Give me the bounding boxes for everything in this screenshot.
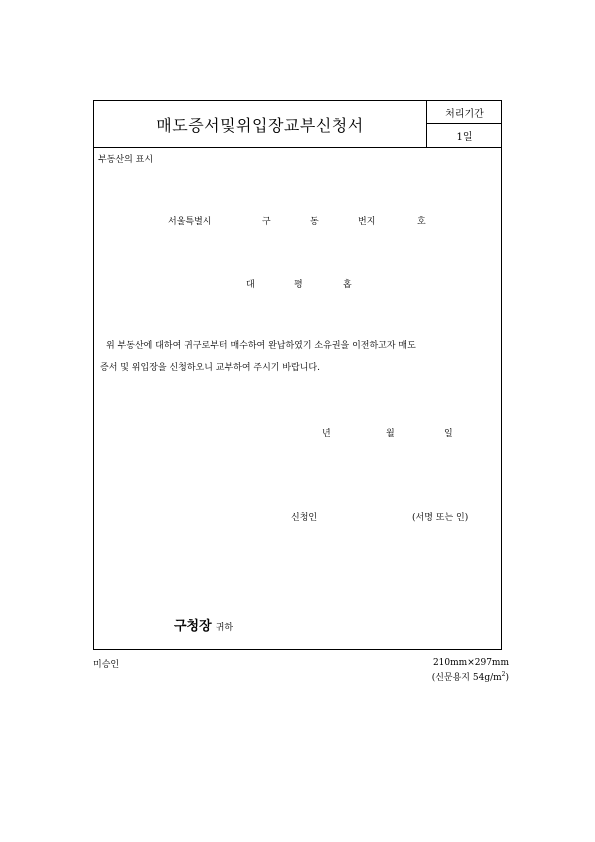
form-header [94, 101, 501, 148]
processing-period-label: 처리기간 [427, 101, 502, 124]
date-year: 년 [322, 429, 331, 439]
area-dae: 대 [246, 280, 255, 290]
address-gu: 구 [262, 217, 271, 227]
address-dong: 동 [310, 217, 319, 227]
addressee-suffix: 귀하 [215, 623, 234, 633]
paper-size: 210mm×297mm [432, 658, 509, 668]
processing-period-box [426, 101, 502, 147]
property-section-label: 부동산의 표시 [98, 155, 154, 165]
request-paragraph [100, 335, 416, 379]
address-ho: 호 [417, 217, 426, 227]
date-month: 월 [386, 429, 395, 439]
signature-note: (서명 또는 인) [412, 513, 469, 523]
paper-weight-sup: 2 [501, 671, 506, 678]
request-line-2: 증서 및 위입장을 신청하오니 교부하여 주시기 바랍니다. [100, 363, 320, 373]
address-beonji: 번지 [358, 217, 376, 227]
request-line-1: 위 부동산에 대하여 귀구로부터 매수하여 완납하였기 소유권을 이전하고자 매도 [106, 341, 416, 351]
paper-spec [412, 657, 509, 684]
paper-weight-close: ) [505, 673, 509, 683]
addressee-name: 구청장 [174, 619, 212, 634]
application-form [93, 100, 502, 650]
paper-weight-text: (신문용지 54g/m [431, 673, 502, 683]
footer-note: 미승인 [93, 660, 120, 670]
area-pyeong: 평 [294, 280, 303, 290]
date-day: 일 [444, 429, 453, 439]
address-city: 서울특별시 [168, 217, 212, 227]
applicant-label: 신청인 [291, 513, 318, 523]
form-title: 매도증서및위입장교부신청서 [156, 115, 364, 135]
addressee [174, 615, 233, 634]
processing-period-value: 1일 [456, 132, 473, 143]
area-hop: 홉 [343, 280, 352, 290]
paper-weight [412, 669, 509, 684]
